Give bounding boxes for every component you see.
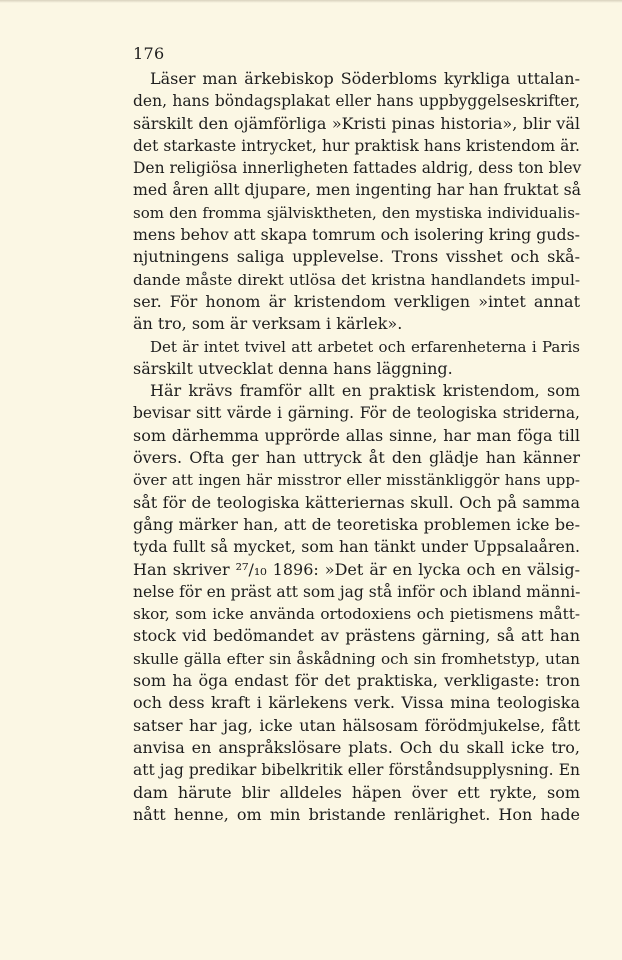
text-line: med åren allt djupare, men ingenting har han fruktat så: [133, 180, 582, 200]
body-text: [133, 68, 580, 826]
text-line: mens behov att skapa tomrum och isolering kring guds-: [133, 225, 580, 245]
text-line: Läser man ärkebiskop Söderbloms kyrkliga uttalan-: [150, 69, 580, 88]
text-line: tyda fullt så mycket, som han tänkt under Uppsalaåren.: [133, 537, 580, 557]
text-line: över att ingen här misstror eller misstänkliggör hans upp-: [133, 471, 580, 490]
text-line: som ha öga endast för det praktiska, verkligaste: tron: [133, 671, 580, 691]
text-line: ser. För honom är kristendom verkligen »intet annat: [133, 291, 580, 311]
page-top-edge: [0, 0, 622, 3]
text-line: nått henne, om min bristande renlärighet. Hon hade: [133, 804, 580, 824]
text-line: skulle gälla efter sin åskådning och sin fromhetstyp, utan: [133, 649, 580, 668]
text-line: Han skriver ²⁷/₁₀ 1896: »Det är en lycka och en välsig-: [133, 559, 580, 579]
text-line: särskilt utvecklat denna hans läggning.: [133, 358, 453, 378]
text-line: Den religiösa innerligheten fattades aldrig, dess ton blev: [133, 159, 582, 178]
page-number: 176: [133, 44, 165, 63]
text-line: bevisar sitt värde i gärning. För de teologiska striderna,: [133, 404, 580, 423]
text-line: Det är intet tvivel att arbetet och erfarenheterna i Paris: [150, 337, 580, 356]
text-line: stock vid bedömandet av prästens gärning, så att han: [133, 626, 580, 646]
text-line: dam härute blir alldeles häpen över ett rykte, som: [133, 782, 580, 802]
text-line: skor, som icke använda ortodoxiens och pietismens mått-: [133, 605, 580, 624]
text-line: än tro, som är verksam i kärlek».: [133, 314, 403, 334]
text-line: och dess kraft i kärlekens verk. Vissa mina teologiska: [133, 693, 580, 713]
text-line: nelse för en präst att som jag stå inför och ibland männi-: [133, 582, 581, 601]
text-line: dande måste direkt utlösa det kristna handlandets impul-: [133, 270, 580, 289]
text-line: njutningens saliga upplevelse. Trons visshet och skå-: [133, 247, 580, 267]
text-line: Här krävs framför allt en praktisk kristendom, som: [150, 381, 580, 401]
text-line: som därhemma upprörde allas sinne, har man föga till: [133, 425, 580, 445]
text-line: övers. Ofta ger han uttryck åt den glädje han känner: [133, 448, 580, 468]
text-line: satser har jag, icke utan hälsosam förödmjukelse, fått: [133, 715, 580, 735]
text-line: särskilt den ojämförliga »Kristi pinas historia», blir väl: [133, 113, 580, 133]
text-line: såt för de teologiska kätteriernas skull. Och på samma: [133, 492, 580, 512]
text-line: att jag predikar bibelkritik eller förståndsupplysning. En: [133, 761, 580, 780]
text-line: som den fromma självisktheten, den mystiska individualis-: [133, 203, 580, 222]
text-line: gång märker han, att de teoretiska problemen icke be-: [133, 514, 580, 534]
text-line: det starkaste intrycket, hur praktisk hans kristendom är.: [133, 136, 580, 155]
text-line: anvisa en anspråkslösare plats. Och du skall icke tro,: [133, 737, 580, 757]
text-line: den, hans böndagsplakat eller hans uppbyggelseskrifter,: [133, 92, 580, 111]
